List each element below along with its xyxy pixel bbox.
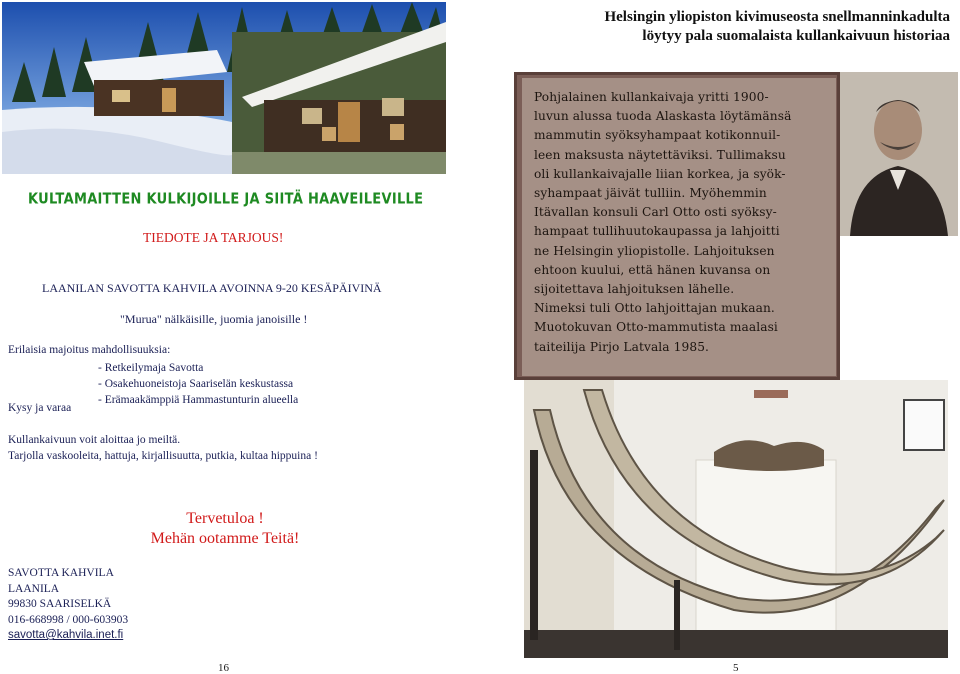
plaque-text: Pohjalainen kullankaivaja yritti 1900- luvun alussa tuoda Alaskasta löytämänsä mammutin syöksyhampaat kotikonnuil- leen maksusta näytettäviksi. Tullimaksu oli kullankaivajalle liian korkea, ja syök- syhampaat jäivät tulliin. Myöhemmin Itävallan konsuli Carl Otto osti syöksy- hampaat tullihuutokaupassa ja lahjoitti ne Helsingin yliopistolle. Lahjoituksen ehtoon kuului, että hänen kuvansa on sijoitettava lahjoituksen lähelle. Nimeksi tuli Otto lahjoittajan mukaan. Muotokuvan Otto-mammutista maalasi taiteilija Pirjo Latvala 1985. <box>534 90 792 354</box>
offerings-line: Tarjolla vaskooleita, hattuja, kirjallisuutta, putkia, kultaa hippuina ! <box>8 450 318 462</box>
portrait-carl-otto <box>840 72 958 236</box>
contact-address <box>8 566 128 644</box>
cabin-photo <box>2 2 446 174</box>
ask-and-book: Kysy ja varaa <box>8 402 72 414</box>
mammoth-tusks-photo <box>524 380 948 658</box>
page-number-right: 5 <box>733 662 739 674</box>
welcome-line-1: Tervetuloa ! <box>186 510 264 527</box>
page-number-left: 16 <box>218 662 229 674</box>
lodging-intro: Erilaisia majoitus mahdollisuuksia: <box>8 344 171 356</box>
address-line: 99830 SAARISELKÄ <box>8 598 112 610</box>
address-line: SAVOTTA KAHVILA <box>8 567 114 579</box>
phone-line: 016-668998 / 000-603903 <box>8 613 129 626</box>
headline-line-2: löytyy pala suomalaista kullankaivuun historiaa <box>642 28 950 44</box>
lodging-list <box>98 360 298 408</box>
cafe-opening-hours: LAANILAN SAVOTTA KAHVILA AVOINNA 9-20 KESÄPÄIVINÄ <box>42 281 382 295</box>
lodging-item: - Osakehuoneistoja Saariselän keskustassa <box>98 378 294 390</box>
welcome-line-2: Mehän ootamme Teitä! <box>150 530 300 547</box>
lodging-item: - Erämaakämppiä Hammastunturin alueella <box>98 394 299 406</box>
gold-panning-line: Kullankaivuun voit aloittaa jo meiltä. <box>8 434 181 446</box>
address-line: LAANILA <box>8 582 60 595</box>
museum-plaque-photo <box>514 72 840 380</box>
lodging-item: - Retkeilymaja Savotta <box>98 362 204 374</box>
right-page-headline <box>506 8 950 46</box>
food-drinks-line: "Murua" nälkäisille, juomia janoisille ! <box>120 312 308 326</box>
welcome-message <box>120 509 330 549</box>
notice-offer: TIEDOTE JA TARJOUS! <box>143 230 284 245</box>
email-link[interactable]: savotta@kahvila.inet.fi <box>8 629 124 641</box>
headline-gold-seekers: KULTAMAITTEN KULKIJOILLE JA SIITÄ HAAVEILEVILLE <box>28 190 424 209</box>
headline-line-1: Helsingin yliopiston kivimuseosta snellmanninkadulta <box>604 9 950 25</box>
